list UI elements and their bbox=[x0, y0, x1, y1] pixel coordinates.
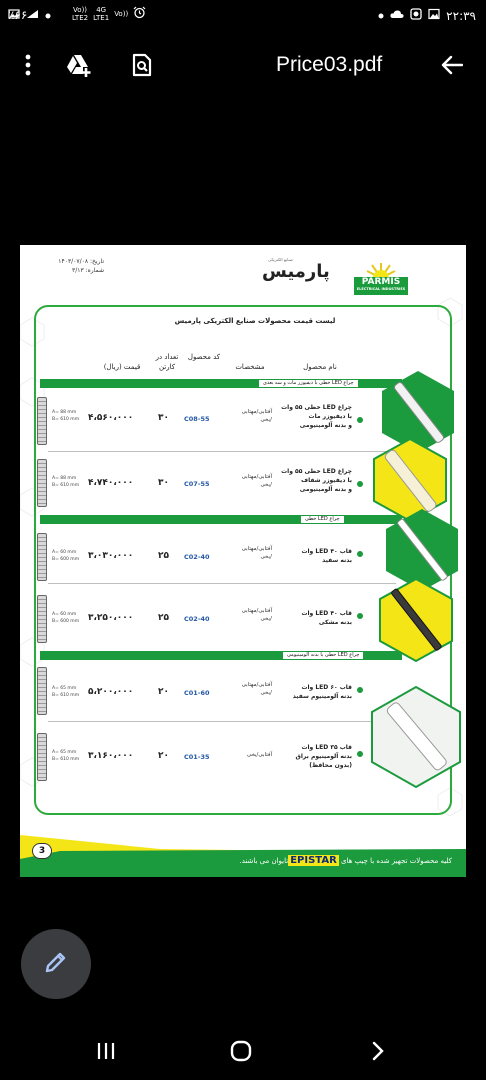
product-price: ۴،۵۶۰،۰۰۰ bbox=[88, 413, 134, 423]
product-dims: A= 60 mm B= 600 mm bbox=[52, 612, 80, 624]
number-value: ۳/۱۳ bbox=[71, 267, 84, 274]
chevron-right-icon bbox=[371, 1041, 385, 1065]
row-bullet bbox=[357, 687, 363, 693]
col-specs: مشخصات bbox=[235, 363, 265, 371]
alarm-icon bbox=[133, 6, 146, 22]
product-name: قاب LED ۴۰ وات بدنه سفید bbox=[301, 548, 352, 564]
product-specs: آفتابی/یخی bbox=[246, 752, 272, 758]
product-qty: ۲۵ bbox=[158, 551, 169, 561]
product-price: ۳،۰۳۰،۰۰۰ bbox=[88, 551, 134, 561]
product-qty: ۲۰ bbox=[158, 751, 169, 761]
product-thumbnail bbox=[37, 533, 47, 581]
sim1-indicator bbox=[72, 6, 88, 22]
product-image-hex bbox=[378, 577, 454, 663]
dot-indicator-icon bbox=[45, 9, 51, 22]
more-options-button[interactable] bbox=[14, 53, 42, 81]
brand-tag: صنایع الکتریکی bbox=[268, 257, 293, 262]
product-name: چراغ LED خطی ۵۵ وات با دیفیوزر شفاف و بدنه آلومینیومی bbox=[281, 468, 352, 493]
sim1-lte: LTE2 bbox=[72, 14, 89, 22]
product-qty: ۳۰ bbox=[158, 413, 169, 423]
product-dims: A= 88 mm B= 610 mm bbox=[52, 410, 80, 422]
find-in-page-icon bbox=[132, 53, 152, 81]
signal-icon bbox=[26, 9, 39, 22]
product-thumbnail bbox=[37, 595, 47, 643]
row-bullet bbox=[357, 417, 363, 423]
product-price: ۳،۱۶۰،۰۰۰ bbox=[88, 751, 134, 761]
section-label-3: چراغ LED خطی با بدنه آلومینیومی bbox=[282, 651, 364, 660]
product-thumbnail bbox=[37, 397, 47, 445]
col-price: قیمت (ریال) bbox=[103, 363, 141, 371]
system-nav-bar bbox=[0, 1026, 486, 1080]
sheet-title: لیست قیمت محصولات صنایع الکتریکی پارمیس bbox=[174, 317, 336, 325]
product-dims: A= 65 mm B= 610 mm bbox=[52, 750, 80, 762]
back-button[interactable] bbox=[438, 53, 466, 81]
product-dims: A= 88 mm B= 610 mm bbox=[52, 476, 80, 488]
row-bullet bbox=[357, 613, 363, 619]
document-title: Price03.pdf bbox=[276, 53, 383, 76]
product-specs: آفتابی/مهتابی /یخی bbox=[241, 546, 272, 560]
section-label-2: چراغ LED خطی bbox=[300, 515, 345, 524]
row-bullet bbox=[357, 551, 363, 557]
logo-text: PARMIS bbox=[361, 277, 401, 287]
product-thumbnail bbox=[37, 733, 47, 781]
product-specs: آفتابی/مهتابی /یخی bbox=[241, 608, 272, 622]
image-icon bbox=[428, 8, 440, 23]
section-bar-2 bbox=[40, 515, 402, 524]
footer-text-post: تایوان می باشند. bbox=[239, 857, 289, 865]
brand-header bbox=[256, 257, 410, 297]
product-specs: آفتابی/مهتابی /یخی bbox=[241, 682, 272, 696]
date-label: تاریخ: bbox=[90, 258, 104, 265]
row-divider bbox=[48, 451, 396, 452]
product-code: C01-60 bbox=[184, 689, 210, 697]
battery-percent: ٪۶۶ bbox=[8, 8, 28, 22]
product-name: قاب LED ۴۰ وات بدنه مشکی bbox=[301, 610, 352, 626]
product-qty: ۳۰ bbox=[158, 478, 169, 488]
add-to-drive-button[interactable] bbox=[66, 53, 94, 81]
col-code: کد محصول bbox=[187, 353, 221, 361]
product-thumbnail bbox=[37, 667, 47, 715]
record-icon bbox=[410, 8, 422, 23]
product-specs: آفتابی/مهتابی /یخی bbox=[241, 409, 272, 423]
product-name: قاب LED ۶۰ وات بدنه آلومینیوم سفید bbox=[292, 684, 352, 700]
cloud-icon bbox=[390, 9, 404, 22]
recents-icon bbox=[95, 1041, 117, 1065]
product-code: C08-55 bbox=[184, 415, 210, 423]
product-name: چراغ LED خطی ۵۵ وات با دیفیوزر مات و بدنه آلومینیومی bbox=[281, 404, 352, 429]
nav-back-button[interactable] bbox=[360, 1038, 396, 1068]
row-bullet bbox=[357, 751, 363, 757]
product-image-hex bbox=[370, 685, 462, 789]
arrow-back-icon bbox=[441, 55, 463, 79]
product-qty: ۲۵ bbox=[158, 613, 169, 623]
dot-icon bbox=[378, 9, 384, 22]
more-vert-icon bbox=[25, 54, 31, 80]
product-specs: آفتابی/مهتابی /یخی bbox=[241, 474, 272, 488]
date-value: ۱۴۰۳/۰۷/۰۸ bbox=[58, 258, 89, 265]
product-dims: A= 65 mm B= 610 mm bbox=[52, 686, 80, 698]
row-bullet bbox=[357, 481, 363, 487]
row-divider bbox=[48, 583, 396, 584]
home-button[interactable] bbox=[223, 1038, 259, 1068]
product-price: ۴،۷۴۰،۰۰۰ bbox=[88, 478, 134, 488]
find-in-document-button[interactable] bbox=[128, 53, 156, 81]
product-thumbnail bbox=[37, 459, 47, 507]
col-qty: تعداد در کارتن bbox=[155, 353, 179, 371]
sim2-volte: Vo)) bbox=[114, 10, 129, 18]
status-right bbox=[378, 8, 476, 23]
product-price: ۵،۲۰۰،۰۰۰ bbox=[88, 687, 134, 697]
product-name: قاب LED ۳۵ وات بدنه آلومینیوم براق (بدون محافظ) bbox=[295, 744, 352, 769]
brand-name: پارمیس bbox=[262, 261, 330, 282]
product-qty: ۲۰ bbox=[158, 687, 169, 697]
pencil-icon bbox=[43, 949, 69, 979]
status-bar bbox=[0, 0, 486, 34]
sim2-indicator bbox=[93, 6, 109, 22]
footer-brand: EPISTAR bbox=[290, 855, 337, 866]
clock-time: ۲۲:۳۹ bbox=[446, 8, 476, 23]
product-code: C02-40 bbox=[184, 615, 210, 623]
recent-apps-button[interactable] bbox=[88, 1038, 124, 1068]
network-type: 4G bbox=[96, 6, 107, 14]
product-code: C07-55 bbox=[184, 480, 210, 488]
product-code: C02-40 bbox=[184, 553, 210, 561]
footer-text-pre: کلیه محصولات تجهیز شده با چیپ های bbox=[341, 857, 452, 865]
sim1-volte: Vo)) bbox=[73, 6, 88, 14]
sim2-lte: LTE1 bbox=[93, 14, 110, 22]
edit-fab-button[interactable] bbox=[21, 929, 91, 999]
section-label-1: چراغ LED خطی با دیفیوزر مات و سه بعدی bbox=[258, 379, 359, 388]
document-meta bbox=[58, 257, 104, 275]
footer-note bbox=[239, 855, 452, 866]
product-price: ۳،۲۵۰،۰۰۰ bbox=[88, 613, 134, 623]
page-number: 3 bbox=[32, 843, 52, 859]
product-dims: A= 60 mm B= 600 mm bbox=[52, 550, 80, 562]
pdf-page[interactable] bbox=[20, 245, 466, 877]
logo-subtext: ELECTRICAL INDUSTRIES bbox=[356, 287, 406, 291]
product-code: C01-35 bbox=[184, 753, 210, 761]
col-product-name: نام محصول bbox=[303, 363, 337, 371]
brand-logo bbox=[354, 277, 408, 295]
pdf-viewer-toolbar bbox=[0, 40, 486, 94]
home-icon bbox=[229, 1039, 253, 1067]
sim2-volte-indicator bbox=[114, 10, 128, 18]
row-divider bbox=[48, 721, 396, 722]
drive-add-icon bbox=[66, 53, 94, 81]
number-label: شماره: bbox=[85, 267, 104, 274]
